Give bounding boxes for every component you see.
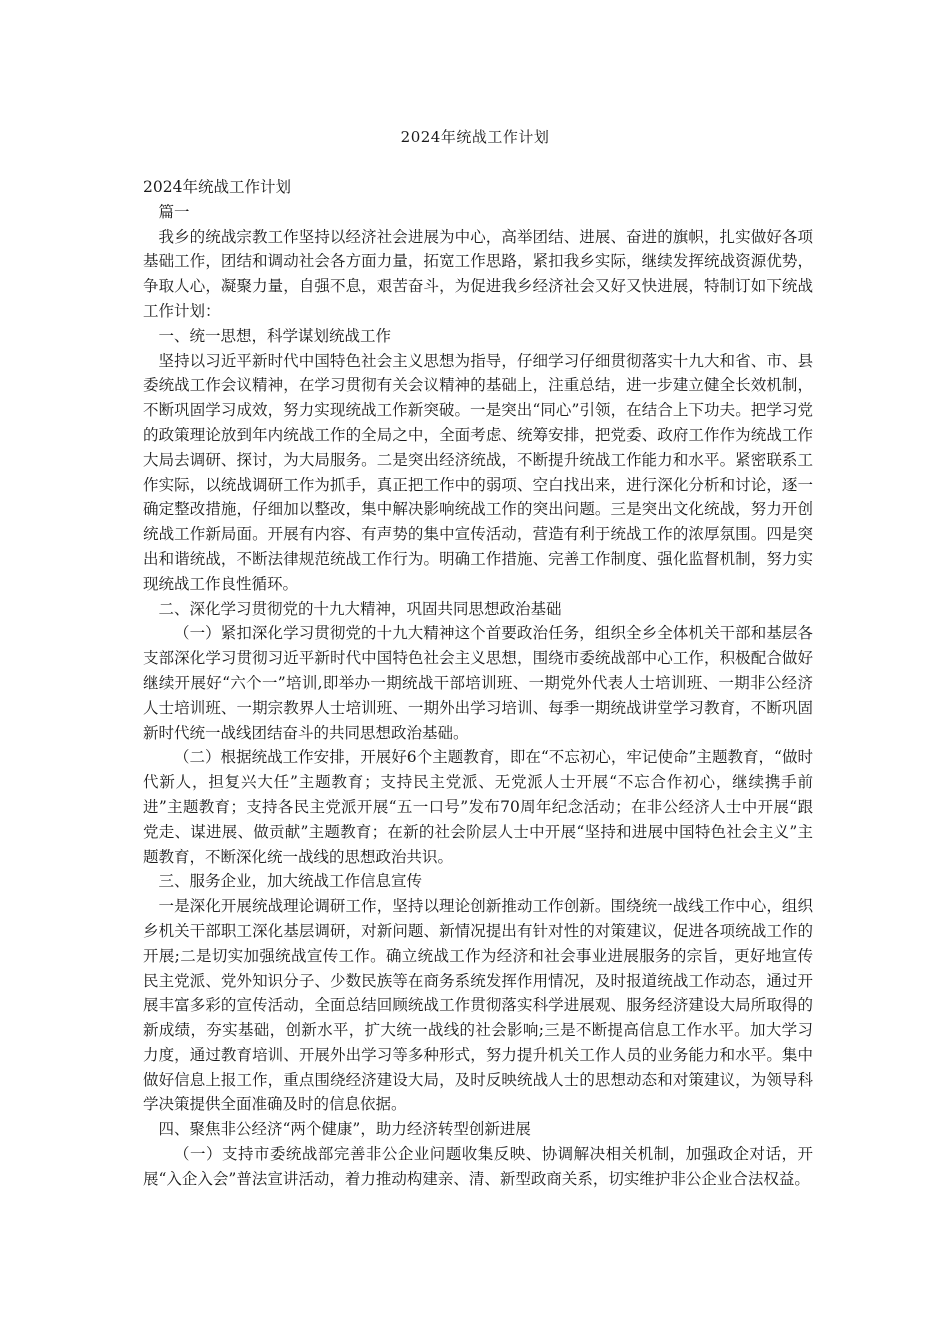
paragraph-section-2-item-2: （二）根据统战工作安排，开展好6个主题教育，即在“不忘初心，牢记使命”主题教育，“做时代新人，担复兴大任”主题教育；支持民主党派、无党派人士开展“不忘合作初心，继续携手前进”主题教育；支持各民主党派开展“五一口号”发布70周年纪念活动；在非公经济人士中开展“跟党走、谋进展、做贡献”主题教育；在新的社会阶层人士中开展“坚持和进展中国特色社会主义”主题教育，不断深化统一战线的思想政治共识。 — [143, 748, 813, 866]
paragraph-intro: 我乡的统战宗教工作坚持以经济社会进展为中心，高举团结、进展、奋进的旗帜，扎实做好各项基础工作，团结和调动社会各方面力量，拓宽工作思路，紧扣我乡实际，继续发挥统战资源优势，争取人心，凝聚力量，自强不息，艰苦奋斗，为促进我乡经济社会又好又快进展，特制订如下统战工作计划： — [143, 227, 813, 320]
paragraph-section-2-item-1: （一）紧扣深化学习贯彻党的十九大精神这个首要政治任务，组织全乡全体机关干部和基层各支部深化学习贯彻习近平新时代中国特色社会主义思想，围绕市委统战部中心工作，积极配合做好继续开展好“六个一”培训,即举办一期统战干部培训班、一期党外代表人士培训班、一期非公经济人士培训班、一期宗教界人士培训班、一期外出学习培训、每季一期统战讲堂学习教育，不断巩固新时代统一战线团结奋斗的共同思想政治基础。 — [143, 624, 813, 742]
heading-section-1: 一、统一思想，科学谋划统战工作 — [158, 326, 392, 345]
document-title: 2024年统战工作计划 — [400, 128, 550, 146]
paragraph-section-1: 坚持以习近平新时代中国特色社会主义思想为指导，仔细学习仔细贯彻落实十九大和省、市、县委统战工作会议精神，在学习贯彻有关会议精神的基础上，注重总结，进一步建立健全长效机制，不断巩固学习成效，努力实现统战工作新突破。一是突出“同心”引领，在结合上下功夫。把学习党的政策理论放到年内统战工作的全局之中，全面考虑、统筹安排，把党委、政府工作作为统战工作大局去调研、探讨，为大局服务。二是突出经济统战，不断提升统战工作能力和水平。紧密联系工作实际，以统战调研工作为抓手，真正把工作中的弱项、空白找出来，进行深化分析和讨论，逐一确定整改措施，仔细加以整改，集中解决影响统战工作的突出问题。三是突出文化统战，努力开创统战工作新局面。开展有内容、有声势的集中宣传活动，营造有利于统战工作的浓厚氛围。四是突出和谐统战，不断法律规范统战工作行为。明确工作措施、完善工作制度、强化监督机制，努力实现统战工作良性循环。 — [143, 351, 813, 593]
paragraph-section-3: 一是深化开展统战理论调研工作，坚持以理论创新推动工作创新。围绕统一战线工作中心，组织乡机关干部职工深化基层调研，对新问题、新情况提出有针对性的对策建议，促进各项统战工作的开展;二是切实加强统战宣传工作。确立统战工作为经济和社会事业进展服务的宗旨，更好地宣传民主党派、党外知识分子、少数民族等在商务系统发挥作用情况，及时报道统战工作动态，通过开展丰富多彩的宣传活动，全面总结回顾统战工作贯彻落实科学进展观、服务经济建设大局所取得的新成绩，夯实基础，创新水平，扩大统一战线的社会影响;三是不断提高信息工作水平。加大学习力度，通过教育培训、开展外出学习等多种形式，努力提升机关工作人员的业务能力和水平。集中做好信息上报工作，重点围绕经济建设大局，及时反映统战人士的思想动态和对策建议，为领导科学决策提供全面准确及时的信息依据。 — [143, 897, 813, 1114]
heading-section-4: 四、聚焦非公经济“两个健康”，助力经济转型创新进展 — [158, 1120, 531, 1139]
heading-section-2: 二、深化学习贯彻党的十九大精神，巩固共同思想政治基础 — [158, 599, 562, 618]
document-subtitle: 2024年统战工作计划 — [143, 178, 291, 196]
section-label: 篇一 — [158, 202, 190, 221]
document-body — [143, 175, 813, 1192]
heading-section-3: 三、服务企业，加大统战工作信息宣传 — [158, 872, 423, 891]
paragraph-section-4-item-1: （一）支持市委统战部完善非公企业问题收集反映、协调解决相关机制，加强政企对话，开展“入企入会”普法宣讲活动，着力推动构建亲、清、新型政商关系，切实维护非公企业合法权益。 — [143, 1145, 813, 1188]
